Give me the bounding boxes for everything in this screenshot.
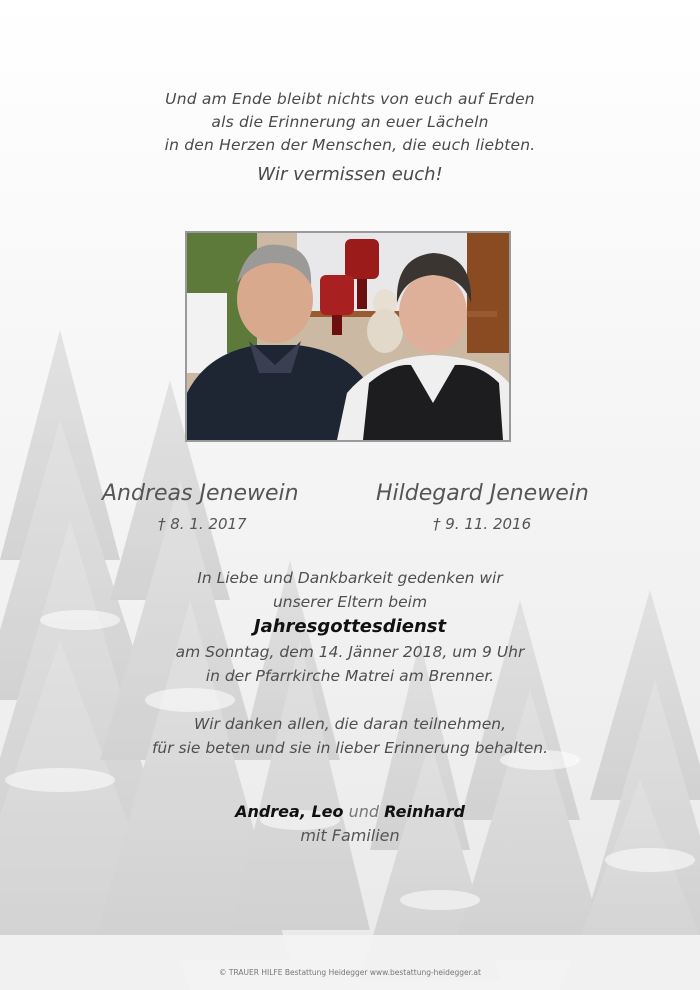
memorial-announcement: [0, 566, 700, 688]
thanks-line: Wir danken allen, die daran teilnehmen,: [193, 715, 507, 733]
memorial-quote: [0, 88, 700, 157]
death-date: † 9. 11. 2016: [433, 515, 532, 533]
family-signature: [0, 800, 700, 848]
family-names: Reinhard: [384, 802, 465, 821]
event-title: Jahresgottesdienst: [253, 616, 447, 637]
family-names: Andrea, Leo: [235, 802, 344, 821]
family-suffix: mit Familien: [300, 826, 400, 845]
quote-line: Und am Ende bleibt nichts von euch auf Erden: [165, 90, 535, 108]
announcement-line: in der Pfarrkirche Matrei am Brenner.: [205, 667, 495, 685]
thanks-text: [0, 712, 700, 760]
quote-line: in den Herzen der Menschen, die euch liebten.: [164, 136, 536, 154]
deceased-name: Hildegard Jenewein: [376, 481, 589, 506]
death-date: † 8. 1. 2017: [158, 515, 247, 533]
footer-credit: © TRAUER HILFE Bestattung Heidegger www.bestattung-heidegger.at: [219, 968, 481, 977]
family-joiner: und: [348, 802, 380, 821]
announcement-line: unserer Eltern beim: [272, 593, 428, 611]
thanks-line: für sie beten und sie in lieber Erinnerung behalten.: [151, 739, 549, 757]
quote-closing: Wir vermissen euch!: [257, 164, 443, 185]
announcement-line: am Sonntag, dem 14. Jänner 2018, um 9 Uhr: [175, 643, 525, 661]
couple-photo: [185, 231, 511, 442]
quote-line: als die Erinnerung an euer Lächeln: [211, 113, 489, 131]
deceased-name: Andreas Jenewein: [102, 481, 299, 506]
announcement-line: In Liebe und Dankbarkeit gedenken wir: [197, 569, 503, 587]
